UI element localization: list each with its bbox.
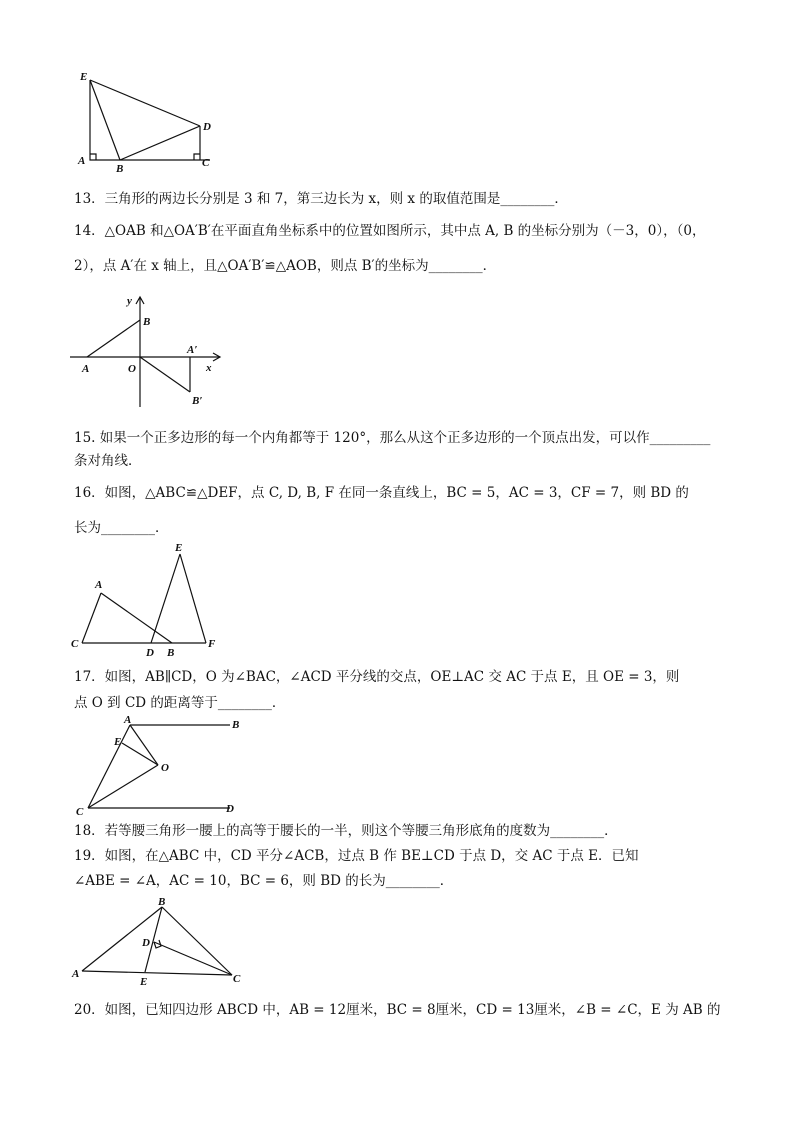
problem-16-line-2: 长为________．: [74, 520, 169, 536]
label-A: A: [124, 714, 132, 726]
problem-17-line-2: 点 O 到 CD 的距离等于________．: [74, 695, 286, 711]
label-B: B: [158, 896, 166, 908]
problem-20: 20．如图，已知四边形 ABCD 中，AB = 12厘米，BC = 8厘米，CD = 13厘米，∠B = ∠C，E 为 AB 的: [74, 1002, 721, 1018]
axis-x-label: x: [206, 362, 212, 374]
label-B: B: [167, 647, 175, 659]
problem-14-line-1: 14．△OAB 和△OA′B′在平面直角坐标系中的位置如图所示，其中点 A, B 的坐标分别为（－3，0），（0，: [74, 223, 706, 239]
label-A: A: [82, 363, 90, 375]
label-B: B: [116, 163, 124, 173]
label-A: A: [72, 968, 80, 980]
label-C: C: [202, 157, 210, 169]
figure-coordinate-triangles: [65, 292, 230, 412]
figure-parallel-lines-bisectors: [70, 713, 250, 818]
label-C: C: [71, 638, 79, 650]
problem-15-line-1: 15. 如果一个正多边形的每一个内角都等于 120°，那么从这个正多边形的一个顶点出发，可以作_________: [74, 430, 711, 446]
label-D: D: [226, 803, 234, 815]
label-O: O: [161, 762, 169, 774]
label-B: B: [143, 316, 151, 328]
problem-17-line-1: 17．如图，AB∥CD，O 为∠BAC，∠ACD 平分线的交点，OE⊥AC 交 AC 于点 E，且 OE = 3，则: [74, 669, 680, 685]
figure-congruent-triangles: [68, 538, 223, 660]
problem-18: 18．若等腰三角形一腰上的高等于腰长的一半，则这个等腰三角形底角的度数为________．: [74, 823, 618, 839]
label-E: E: [175, 542, 183, 554]
label-E: E: [114, 736, 122, 748]
label-E: E: [140, 976, 148, 988]
label-A: A: [78, 155, 86, 167]
problem-16-line-1: 16．如图，△ABC≌△DEF，点 C, D, B, F 在同一条直线上，BC = 5，AC = 3，CF = 7，则 BD 的: [74, 485, 689, 501]
problem-13: 13．三角形的两边长分别是 3 和 7，第三边长为 x，则 x 的取值范围是________．: [74, 191, 568, 207]
figure-triangle-bisector: [70, 895, 250, 990]
problem-19-line-2: ∠ABE = ∠A，AC = 10，BC = 6，则 BD 的长为________．: [74, 873, 454, 889]
problem-15-line-2: 条对角线．: [74, 453, 142, 469]
label-D: D: [203, 121, 211, 133]
label-O: O: [128, 363, 136, 375]
figure-quadrilateral-eabcd: [70, 68, 230, 173]
problem-19-line-1: 19．如图，在△ABC 中，CD 平分∠ACB，过点 B 作 BE⊥CD 于点 D，交 AC 于点 E．已知: [74, 848, 639, 864]
label-B-prime: B′: [192, 395, 203, 407]
label-F: F: [208, 638, 216, 650]
label-B: B: [232, 719, 240, 731]
label-D: D: [146, 647, 154, 659]
axis-y-label: y: [127, 295, 132, 307]
label-E: E: [80, 71, 88, 83]
label-A: A: [95, 579, 103, 591]
problem-14-line-2: 2），点 A′在 x 轴上，且△OA′B′≌△AOB，则点 B′的坐标为________．: [74, 258, 497, 274]
label-A-prime: A′: [187, 344, 198, 356]
label-C: C: [233, 973, 241, 985]
label-D: D: [142, 937, 150, 949]
label-C: C: [76, 806, 84, 818]
